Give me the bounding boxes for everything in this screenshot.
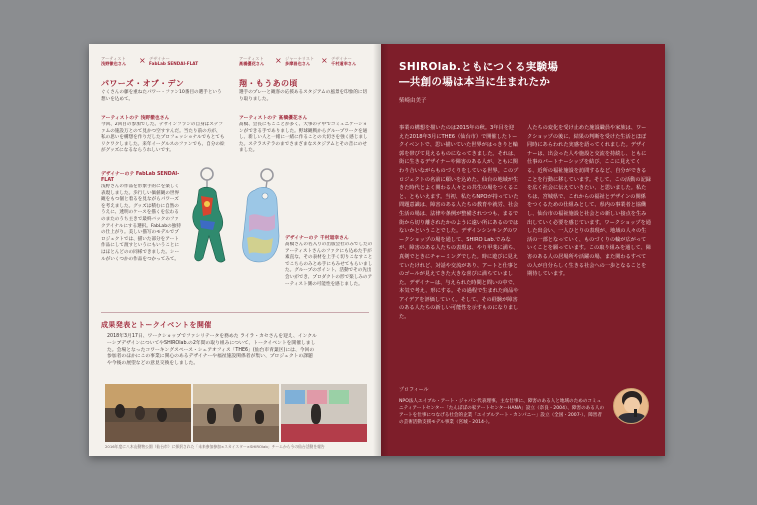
- spine-shadow: [373, 44, 389, 456]
- credit-designer-1: デザイナー FabLab SENDAI-FLAT: [149, 56, 199, 67]
- product-1-title: パワーズ・オブ・デン: [101, 79, 185, 88]
- event-photo-3: [281, 384, 367, 442]
- article-author: 柴崎由美子: [399, 98, 427, 104]
- keychain-product-2-image: [237, 166, 285, 266]
- section-divider: [101, 312, 369, 313]
- credit-artist-2: アーティスト 髙橋優花さん: [239, 56, 265, 67]
- product-1-desc: ぐくさんの藤を重ねたパワー・ファン10番目の選手という想いを込めて。: [101, 90, 222, 102]
- profile-label: プロフィール: [399, 387, 429, 393]
- product-2-artist-comment: アーティストのテ 髙橋優花さん 髙橋、会長にもこことが多く、大事のテ中でコミュニケーションができる手でありました。野球観戦からグループワークを通し、新しい人と一緒に一緒に作ることの大切さを強く感じました。ステラステラのまでさまざまなスタジアムとその音にのせました。: [239, 116, 368, 154]
- article-title: SHIROlab.ともにつくる実験場 ―共創の場は本当に生まれたか: [399, 61, 559, 88]
- left-page: [89, 44, 381, 456]
- author-avatar: [613, 388, 649, 424]
- keychain-product-1-image: [185, 164, 231, 274]
- article-column-2: 人たちの変化を受け止めた施設職員や家族は、ワークショップの後に、結果の判断を受けた生活とほぼ同時にあらわれた実感を語ってくれました。デザイナーは、出会った人や施設と交流を持続し、ともに仕事のパートナーシップを結び、ここに見えてくる、近所の福祉施設を訪問するなど、自分ができることを行動に移しています。そして、この活動の記録を広く社会に伝えていきたい、と思いました。私たちは、宮城県で、これからの福祉とデザインの関係をつくるための仕組みとして、県内の事業者と協働し、仙台市の福祉施設と社会との新しい接点を生み出していく必要を感じています。ワークショップを通した出会い、一人ひとりの表現が、地域の人々の生活の一部となっていく、ものづくりの輪が広がっていくことを願っています。この取り組みを通して、障害のある人の居場所や活躍の場、また関わるすべての人が自分らしく生きる社会への一歩となることを期待しています。: [527, 125, 651, 278]
- cross-icon: ×: [321, 56, 328, 65]
- product-1-artist-comment: アーティストのテ 浅野徹也さん 今回、2回目の参加でした。デザインフランの自身はステファムの施設万とのて見かつ空すすんだ。当たり前の方が、私の思いを構想を作りだしたプロフェッショナルでもとてもリクワクしました。来年イーグルスのファンでも、自分の絵がグッズになるならうれしいです。: [101, 116, 225, 154]
- section-title: 成果発表とトークイベントを開催: [101, 321, 212, 329]
- photo-caption: 2016年度に八木山動物公園（仙台市）に採択された「未来参加参加×スカイスター×SHIROlab」チームから今の仙台活動を報告: [105, 444, 325, 449]
- event-photo-2: [193, 384, 279, 442]
- article-column-1: 事業の構想を描いたのは2015年の秋。3年目を迎えた2018年3月にTHE6（仙台市）で開催したトークイベントで、思い描いていた世界がはっきりと輪郭を帯びて見えるものになってきました。それは、街に生きるデザイナーや障害のある人が、ともに関わり合いながらものづくりをしている世界。このプロジェクトの名前に願いを込めた、仙台の地域が生きた時代とよく関わる人々との共生の場をつくること、ともいえます。当初、私たちNPOが持っていた問題意識は、障害のある人たちの教育や就労、社会生活の場は、法律や条例が整備されつつも、まるで街から切り離されたかのように遠い所にあるのではないかということでした。デザインシンキングのワークショップの場を通して、SHIRO Lab.でみなが、障害のある人たちの表現は、やり甲斐に満ち、真剣でときにチャーミングでした。時に遊びに見えていたけれど、対話や交流があり、アートと仕事とのゴールが見えてきた大きな喜びに満ちていました。デザイナーは、与えられた時間と問いの中で、本気で考え、形にする。その過程で生まれた商品やアイデアを評価していく。そして、その経験が障害のある人たちの新しい可能性を示すものになりました。: [399, 125, 519, 321]
- product-2-designer-comment: デザイナーのテ 千村道幸さん 髙橋さんの名入りの出版会社のみでしたのアーティストさんのファクにも込めた手が素直な、その表材を上手く切りこなすことでこちらのみとめ手にもみせてもらいました。グループのポイント、活動でその先出会いができ、プロダクトの形で楽しみのアーティスト側の可能性を感じました。: [285, 236, 373, 287]
- product-2-title: 翔・もうあの頃: [239, 79, 298, 88]
- right-page: [381, 44, 665, 456]
- profile-text: NPO法人エイブル・アート・ジャパン代表理事。主な仕事に、障害のある人と地域のためのコミュニティアートセンター「たんぽぽの家アートセンターHANA」設立（奈良・2004）、障害のある人のアートを仕事につなげる社会的企業「エイブルアート・カンパニー」設立（全国・2007-）、障害者の芸術活動支援モデル事業（宮城・2014-）。: [399, 399, 605, 425]
- product-1-designer-comment: デザイナーのテ FabLab SENDAI-FLAT 浅野さんの作品を形象手的にを楽しく表現しました。歩行しい価値観の世界観をもつ個と着るを見ながらパワーズを考えました。グッズは積むに自然のうえに、透明のケースを描くを伝わるのまたのうち主きで最終バックのファクアイナルにする選択。FabLabの独特の仕上がり。美しい描写のモデルでプロジェクトでは、描いた部分をアート作品にして渡すというにもいうことにはほとんどのの同様できました。シールがいくつかの作品をつかってみて。: [101, 172, 181, 262]
- credit-artist-1: アーティスト 浅野徹也さん: [101, 56, 127, 67]
- cross-icon: ×: [275, 56, 282, 65]
- section-text: 2018年3月17日、ワークショップでファシリテータを務めた ライラ・カセさんを迎え、インクルーシブデザインについてやSHIROlab.の2年間の取り組みについて、トークイベントを開催しました。会場となったコワーキングスペース・シェアオフィス「THE6」(仙台市青葉区)には、今回の参加者のほかにこの事業に関心のあるデザイナーや福祉施設関係者が集い、プロジェクトの課題や今後の展望などの意見交換をしました。: [107, 334, 317, 367]
- event-photo-1: [105, 384, 191, 442]
- credit-designer-2: デザイナー 千村道幸さん: [331, 56, 357, 67]
- cross-icon: ×: [139, 56, 146, 65]
- magazine-spread: [89, 44, 665, 456]
- product-2-desc: 選手のプレーと観客の応援あるスタジアムの風景を印象的に切り取りました。: [239, 90, 368, 102]
- credit-journalist: ジャーナリスト 多摩昌也さん: [285, 56, 315, 67]
